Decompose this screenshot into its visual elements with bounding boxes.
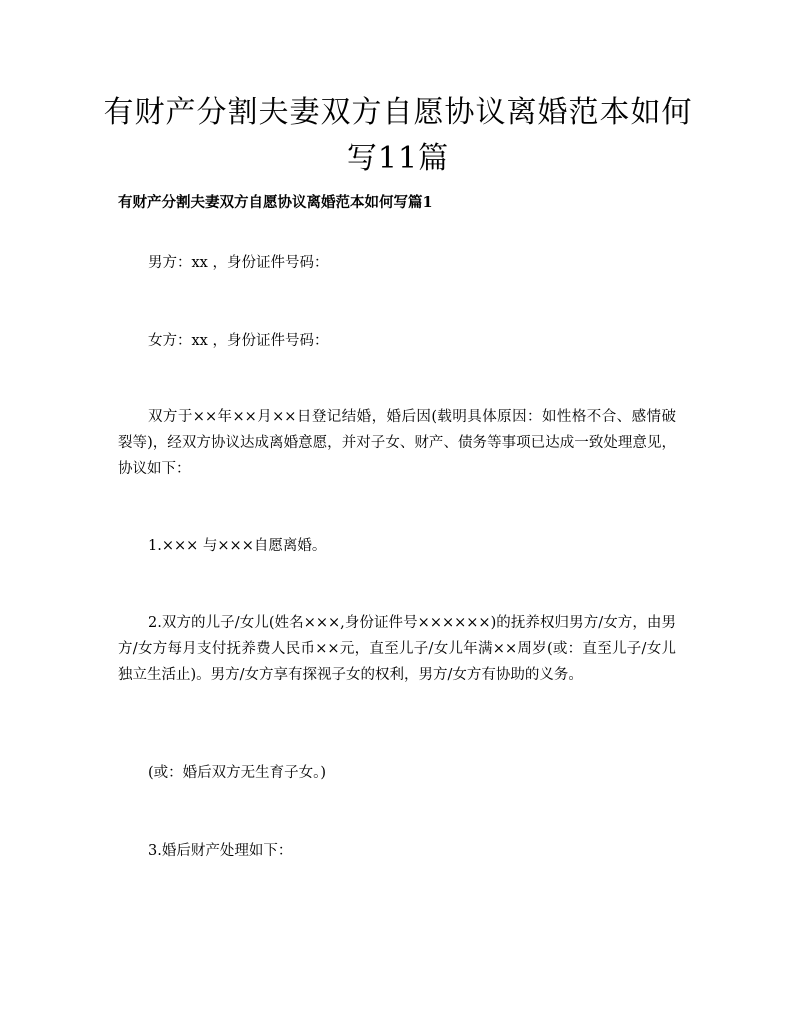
paragraph-clause-2-alt: (或：婚后双方无生育子女。) <box>148 765 327 781</box>
document-title: 有财产分割夫妻双方自愿协议离婚范本如何写11篇 <box>103 95 693 176</box>
paragraph-clause-3: 3.婚后财产处理如下： <box>148 843 293 859</box>
paragraph-clause-1: 1.××× 与×××自愿离婚。 <box>148 538 327 554</box>
paragraph-clause-2: 2.双方的儿子/女儿(姓名×××,身份证件号××××××)的抚养权归男方/女方，由男方/女方每月支付抚养费人民币××元，直至儿子/女儿年满××周岁(或：直至儿子/女儿独立生活止)。男方/女方享有探视子女的权利，男方/女方有协助的义务。 <box>118 615 676 683</box>
paragraph-marriage-background: 双方于××年××月××日登记结婚，婚后因(载明具体原因：如性格不合、感情破裂等)，经双方协议达成离婚意愿，并对子女、财产、债务等事项已达成一致处理意见，协议如下： <box>118 409 676 477</box>
paragraph-wife-info: 女方：xx ，身份证件号码： <box>148 333 329 349</box>
section-heading: 有财产分割夫妻双方自愿协议离婚范本如何写篇1 <box>118 194 433 211</box>
paragraph-husband-info: 男方：xx ，身份证件号码： <box>148 255 329 271</box>
